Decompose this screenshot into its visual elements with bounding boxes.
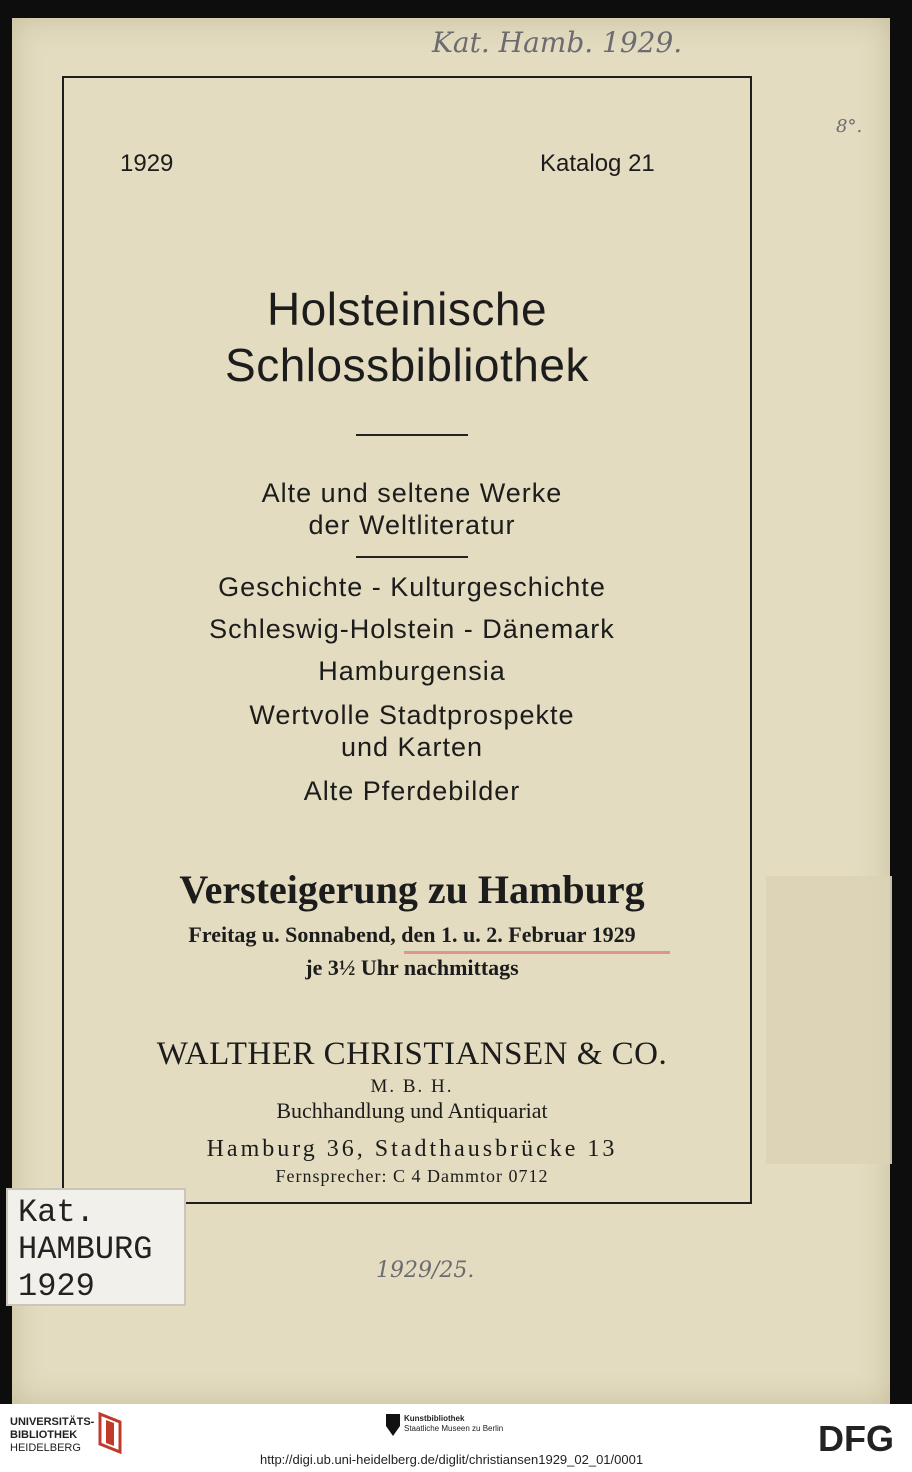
logo-text: Staatliche Museen zu Berlin [404,1424,504,1433]
kunstbibliothek-logo [404,1414,503,1434]
topic-item: Wertvolle Stadtprospekte [249,700,575,730]
topic-item: Hamburgensia [318,656,506,686]
red-underline [404,951,670,954]
source-url[interactable]: http://digi.ub.uni-heidelberg.de/diglit/christiansen1929_02_01/0001 [260,1452,644,1467]
divider-rule [356,556,468,558]
shelf-label [6,1188,186,1306]
firm-suffix: M. B. H. [370,1076,454,1097]
university-library-logo [10,1416,94,1455]
firm-name: WALTHER CHRISTIANSEN & CO. [156,1036,668,1072]
firm-business: Buchhandlung und Antiquariat [276,1098,548,1123]
handwritten-annotation-format: 8°. [836,116,863,137]
handwritten-annotation-bottom: 1929/25. [376,1258,475,1283]
topic-item: und Karten [340,732,484,762]
catalog-number: Katalog 21 [540,150,655,177]
handwritten-annotation-top: Kat. Hamb. 1929. [432,26,683,59]
logo-text: Kunstbibliothek [404,1414,465,1423]
firm-address: Hamburg 36, Stadthausbrücke 13 [206,1136,618,1162]
divider-rule [356,434,468,436]
paper-strip [766,876,892,1164]
title-line-1: Holsteinische [266,283,548,335]
subtitle-line-1: Alte und seltene Werke [261,478,563,508]
logo-text: BIBLIOTHEK [10,1429,78,1441]
title-line-2: Schlossbibliothek [225,339,589,391]
dfg-logo: DFG [818,1418,894,1459]
university-logo-icon [94,1412,124,1454]
catalog-year: 1929 [120,150,174,177]
topic-item: Schleswig-Holstein - Dänemark [209,614,615,644]
topic-item: Geschichte - Kulturgeschichte [218,572,606,602]
firm-phone: Fernsprecher: C 4 Dammtor 0712 [275,1166,549,1186]
shelf-label-line: HAMBURG [18,1231,153,1268]
topic-item: Alte Pferdebilder [303,776,521,806]
auction-dates: Freitag u. Sonnabend, den 1. u. 2. Februar 1929 [188,922,636,947]
shelf-label-line: Kat. [18,1194,95,1231]
auction-heading: Versteigerung zu Hamburg [179,867,645,912]
kunstbibliothek-logo-icon [386,1414,400,1436]
logo-text: HEIDELBERG [10,1442,81,1454]
shelf-label-line: 1929 [18,1268,95,1305]
subtitle-line-2: der Weltliteratur [308,510,516,540]
auction-time: je 3½ Uhr nachmittags [305,955,519,980]
logo-text: UNIVERSITÄTS- [10,1416,95,1428]
